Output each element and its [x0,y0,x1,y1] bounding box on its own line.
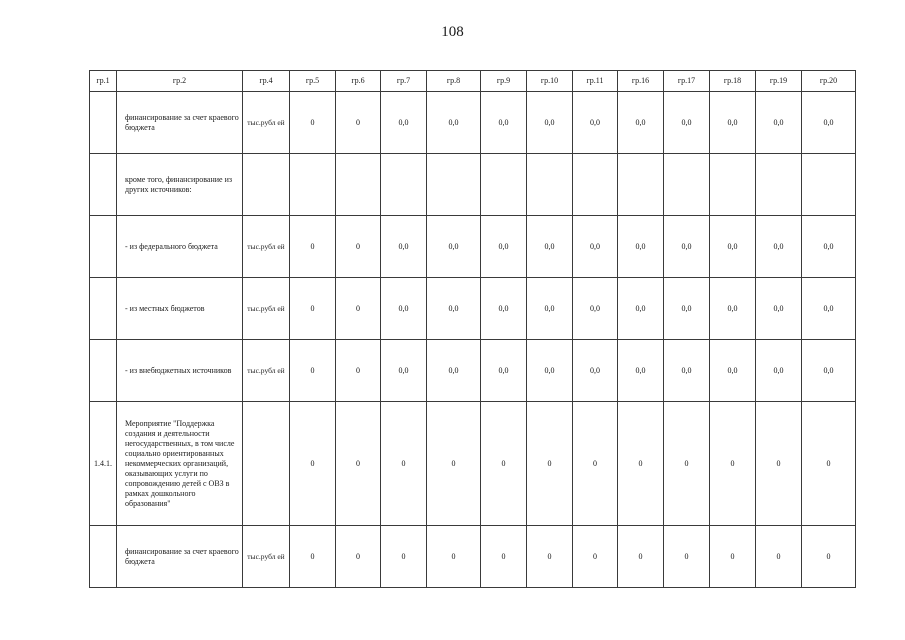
page-number: 108 [441,24,464,40]
value-cell: 0 [527,402,573,526]
column-header: гр.19 [756,71,802,92]
value-cell: 0,0 [664,340,710,402]
table-row [90,402,856,526]
column-header: гр.20 [802,71,856,92]
value-cell: 0 [710,526,756,588]
column-header: гр.9 [481,71,527,92]
value-cell: 0,0 [618,278,664,340]
item-name-cell: Мероприятие "Поддержка создания и деятельности негосударственных, в том числе социально ориентированных некоммерческих организаций, оказывающих услуги по сопровождению детей с ОВЗ в рамках дошкольного образования" [117,402,243,526]
unit-cell: тыс.рубл ей [243,526,290,588]
column-header: гр.4 [243,71,290,92]
value-cell: 0,0 [756,216,802,278]
column-header: гр.18 [710,71,756,92]
value-cell: 0 [290,278,336,340]
value-cell: 0,0 [427,216,481,278]
column-header: гр.16 [618,71,664,92]
value-cell: 0,0 [481,92,527,154]
value-cell: 0,0 [802,92,856,154]
item-code-cell [90,154,117,216]
column-header: гр.5 [290,71,336,92]
value-cell: 0 [381,402,427,526]
value-cell: 0 [802,402,856,526]
value-cell: 0,0 [573,278,618,340]
value-cell: 0 [573,526,618,588]
value-cell [573,154,618,216]
unit-cell [243,154,290,216]
value-cell [710,154,756,216]
value-cell: 0,0 [802,278,856,340]
value-cell: 0 [381,526,427,588]
value-cell: 0 [618,526,664,588]
budget-table [89,70,856,588]
value-cell [481,154,527,216]
value-cell: 0,0 [427,340,481,402]
column-header: гр.6 [336,71,381,92]
value-cell [802,154,856,216]
value-cell: 0,0 [381,340,427,402]
value-cell: 0 [527,526,573,588]
value-cell: 0 [336,216,381,278]
value-cell [381,154,427,216]
value-cell: 0 [336,402,381,526]
value-cell: 0 [290,526,336,588]
value-cell: 0,0 [481,340,527,402]
value-cell: 0 [290,340,336,402]
column-header: гр.10 [527,71,573,92]
column-header: гр.11 [573,71,618,92]
value-cell: 0,0 [381,278,427,340]
item-name-cell: - из федерального бюджета [117,216,243,278]
value-cell: 0,0 [573,340,618,402]
table-row [90,278,856,340]
value-cell: 0,0 [802,340,856,402]
value-cell: 0,0 [527,216,573,278]
value-cell: 0,0 [381,216,427,278]
unit-cell: тыс.рубл ей [243,92,290,154]
item-code-cell [90,216,117,278]
value-cell: 0 [290,92,336,154]
unit-cell: тыс.рубл ей [243,340,290,402]
value-cell: 0 [618,402,664,526]
item-name-cell: кроме того, финансирование из других источников: [117,154,243,216]
value-cell: 0 [336,340,381,402]
table-row [90,216,856,278]
header-row [90,71,856,92]
table-row [90,154,856,216]
value-cell: 0 [664,402,710,526]
value-cell [427,154,481,216]
item-name-cell: финансирование за счет краевого бюджета [117,526,243,588]
value-cell: 0,0 [618,340,664,402]
value-cell: 0,0 [710,92,756,154]
item-name-cell: - из местных бюджетов [117,278,243,340]
value-cell: 0,0 [710,216,756,278]
value-cell: 0,0 [664,216,710,278]
value-cell: 0,0 [527,278,573,340]
value-cell: 0 [664,526,710,588]
value-cell: 0,0 [664,278,710,340]
value-cell: 0 [290,216,336,278]
value-cell: 0,0 [618,92,664,154]
item-name-cell: финансирование за счет краевого бюджета [117,92,243,154]
column-header: гр.2 [117,71,243,92]
value-cell: 0 [336,278,381,340]
value-cell: 0,0 [710,340,756,402]
column-header: гр.1 [90,71,117,92]
value-cell: 0 [427,402,481,526]
value-cell [527,154,573,216]
value-cell [336,154,381,216]
value-cell: 0,0 [802,216,856,278]
item-code-cell [90,278,117,340]
column-header: гр.7 [381,71,427,92]
value-cell: 0 [427,526,481,588]
value-cell: 0,0 [664,92,710,154]
value-cell: 0 [336,92,381,154]
value-cell: 0,0 [710,278,756,340]
unit-cell: тыс.рубл ей [243,216,290,278]
value-cell: 0 [756,402,802,526]
value-cell [756,154,802,216]
value-cell: 0,0 [756,278,802,340]
value-cell: 0 [756,526,802,588]
item-code-cell [90,526,117,588]
value-cell: 0,0 [527,92,573,154]
value-cell: 0,0 [573,92,618,154]
unit-cell: тыс.рубл ей [243,278,290,340]
value-cell: 0,0 [618,216,664,278]
value-cell: 0 [481,402,527,526]
value-cell: 0 [573,402,618,526]
item-code-cell: 1.4.1. [90,402,117,526]
value-cell [618,154,664,216]
value-cell: 0 [481,526,527,588]
table-row [90,92,856,154]
table-row [90,340,856,402]
table-row [90,526,856,588]
value-cell: 0,0 [481,216,527,278]
value-cell: 0 [336,526,381,588]
unit-cell [243,402,290,526]
value-cell: 0,0 [756,340,802,402]
value-cell: 0,0 [427,92,481,154]
value-cell: 0,0 [381,92,427,154]
value-cell: 0,0 [481,278,527,340]
value-cell: 0 [802,526,856,588]
column-header: гр.17 [664,71,710,92]
value-cell: 0,0 [427,278,481,340]
value-cell: 0,0 [756,92,802,154]
value-cell: 0 [290,402,336,526]
column-header: гр.8 [427,71,481,92]
item-code-cell [90,92,117,154]
item-name-cell: - из внебюджетных источников [117,340,243,402]
item-code-cell [90,340,117,402]
value-cell [290,154,336,216]
value-cell: 0,0 [527,340,573,402]
value-cell: 0,0 [573,216,618,278]
value-cell [664,154,710,216]
value-cell: 0 [710,402,756,526]
